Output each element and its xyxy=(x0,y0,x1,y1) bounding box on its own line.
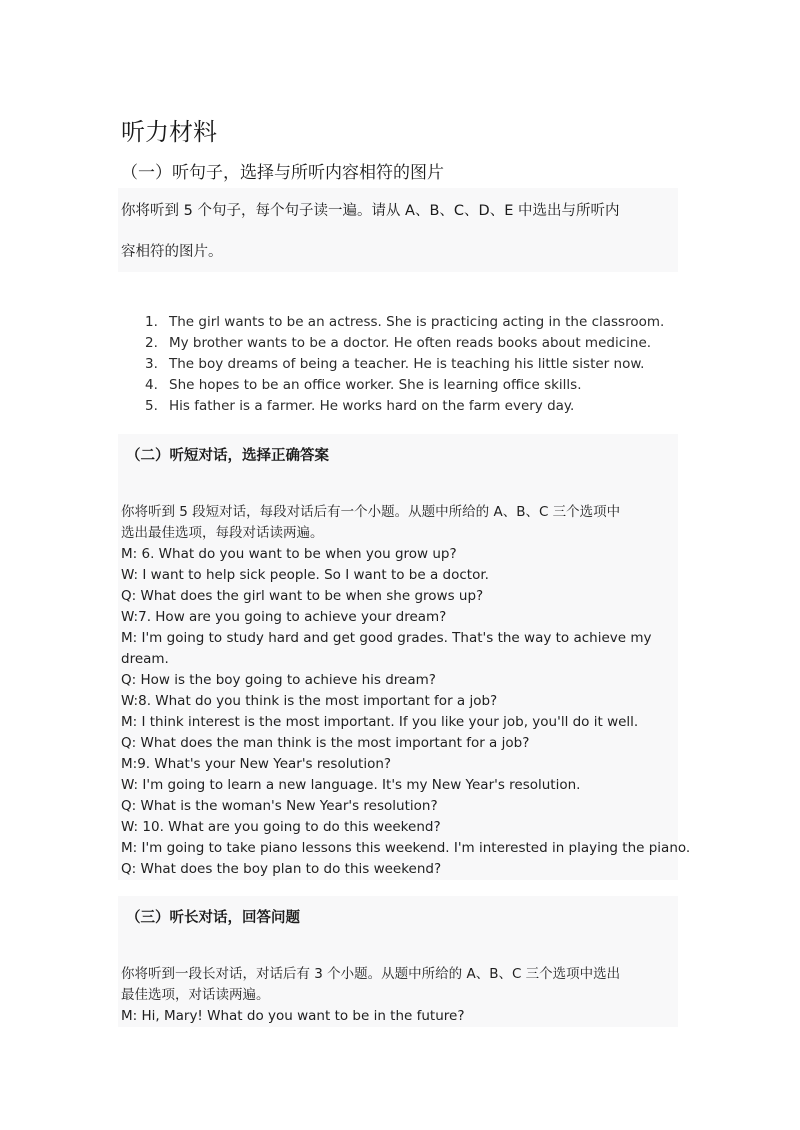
dialogue-line: 最佳选项，对话读两遍。 xyxy=(121,987,270,1003)
list-item-text: His father is a farmer. He works hard on the farm every day. xyxy=(169,398,575,414)
list-item xyxy=(145,375,664,396)
list-item xyxy=(145,333,664,354)
dialogue-line: dream. xyxy=(121,651,169,667)
list-item-number: 5. xyxy=(145,398,158,414)
dialogue-line: Q: What does the girl want to be when she grows up? xyxy=(121,588,484,604)
sentence-list xyxy=(145,312,664,417)
dialogue-line: W: 10. What are you going to do this weekend? xyxy=(121,819,441,835)
list-item-number: 2. xyxy=(145,335,158,351)
dialogue-line: Q: How is the boy going to achieve his dream? xyxy=(121,672,436,688)
section-2-heading: （二）听短对话，选择正确答案 xyxy=(126,448,329,464)
list-item-text: My brother wants to be a doctor. He often reads books about medicine. xyxy=(169,335,652,351)
list-item-text: The boy dreams of being a teacher. He is teaching his little sister now. xyxy=(169,356,645,372)
section-1-heading: （一）听句子，选择与所听内容相符的图片 xyxy=(121,163,444,183)
list-item-number: 3. xyxy=(145,356,158,372)
list-item xyxy=(145,396,664,417)
dialogue-line: M: I think interest is the most important. If you like your job, you'll do it well. xyxy=(121,714,639,730)
dialogue-line: W:7. How are you going to achieve your dream? xyxy=(121,609,447,625)
dialogue-line: M: Hi, Mary! What do you want to be in the future? xyxy=(121,1008,465,1024)
dialogue-line: W: I want to help sick people. So I want to be a doctor. xyxy=(121,567,489,583)
list-item-number: 1. xyxy=(145,314,158,330)
list-item-text: She hopes to be an office worker. She is learning office skills. xyxy=(169,377,582,393)
dialogue-line: 你将听到 5 段短对话，每段对话后有一个小题。从题中所给的 A、B、C 三个选项中 xyxy=(121,504,621,520)
dialogue-line: W:8. What do you think is the most important for a job? xyxy=(121,693,498,709)
dialogue-line: W: I'm going to learn a new language. It's my New Year's resolution. xyxy=(121,777,581,793)
document-title: 听力材料 xyxy=(121,118,217,146)
dialogue-line: M: I'm going to study hard and get good grades. That's the way to achieve my xyxy=(121,630,652,646)
section-1-intro-line: 容相符的图片。 xyxy=(121,244,223,260)
dialogue-line: Q: What does the man think is the most important for a job? xyxy=(121,735,530,751)
list-item xyxy=(145,312,664,333)
dialogue-line: M:9. What's your New Year's resolution? xyxy=(121,756,392,772)
list-item xyxy=(145,354,664,375)
dialogue-line: 你将听到一段长对话，对话后有 3 个小题。从题中所给的 A、B、C 三个选项中选出 xyxy=(121,966,621,982)
dialogue-line: Q: What does the boy plan to do this weekend? xyxy=(121,861,442,877)
dialogue-line: 选出最佳选项，每段对话读两遍。 xyxy=(121,525,324,541)
dialogue-line: Q: What is the woman's New Year's resolution? xyxy=(121,798,438,814)
list-item-text: The girl wants to be an actress. She is practicing acting in the classroom. xyxy=(169,314,665,330)
list-item-number: 4. xyxy=(145,377,158,393)
section-1-intro-line: 你将听到 5 个句子，每个句子读一遍。请从 A、B、C、D、E 中选出与所听内 xyxy=(121,203,620,219)
section-3-heading: （三）听长对话，回答问题 xyxy=(126,910,300,926)
dialogue-line: M: 6. What do you want to be when you grow up? xyxy=(121,546,457,562)
dialogue-line: M: I'm going to take piano lessons this weekend. I'm interested in playing the piano. xyxy=(121,840,691,856)
